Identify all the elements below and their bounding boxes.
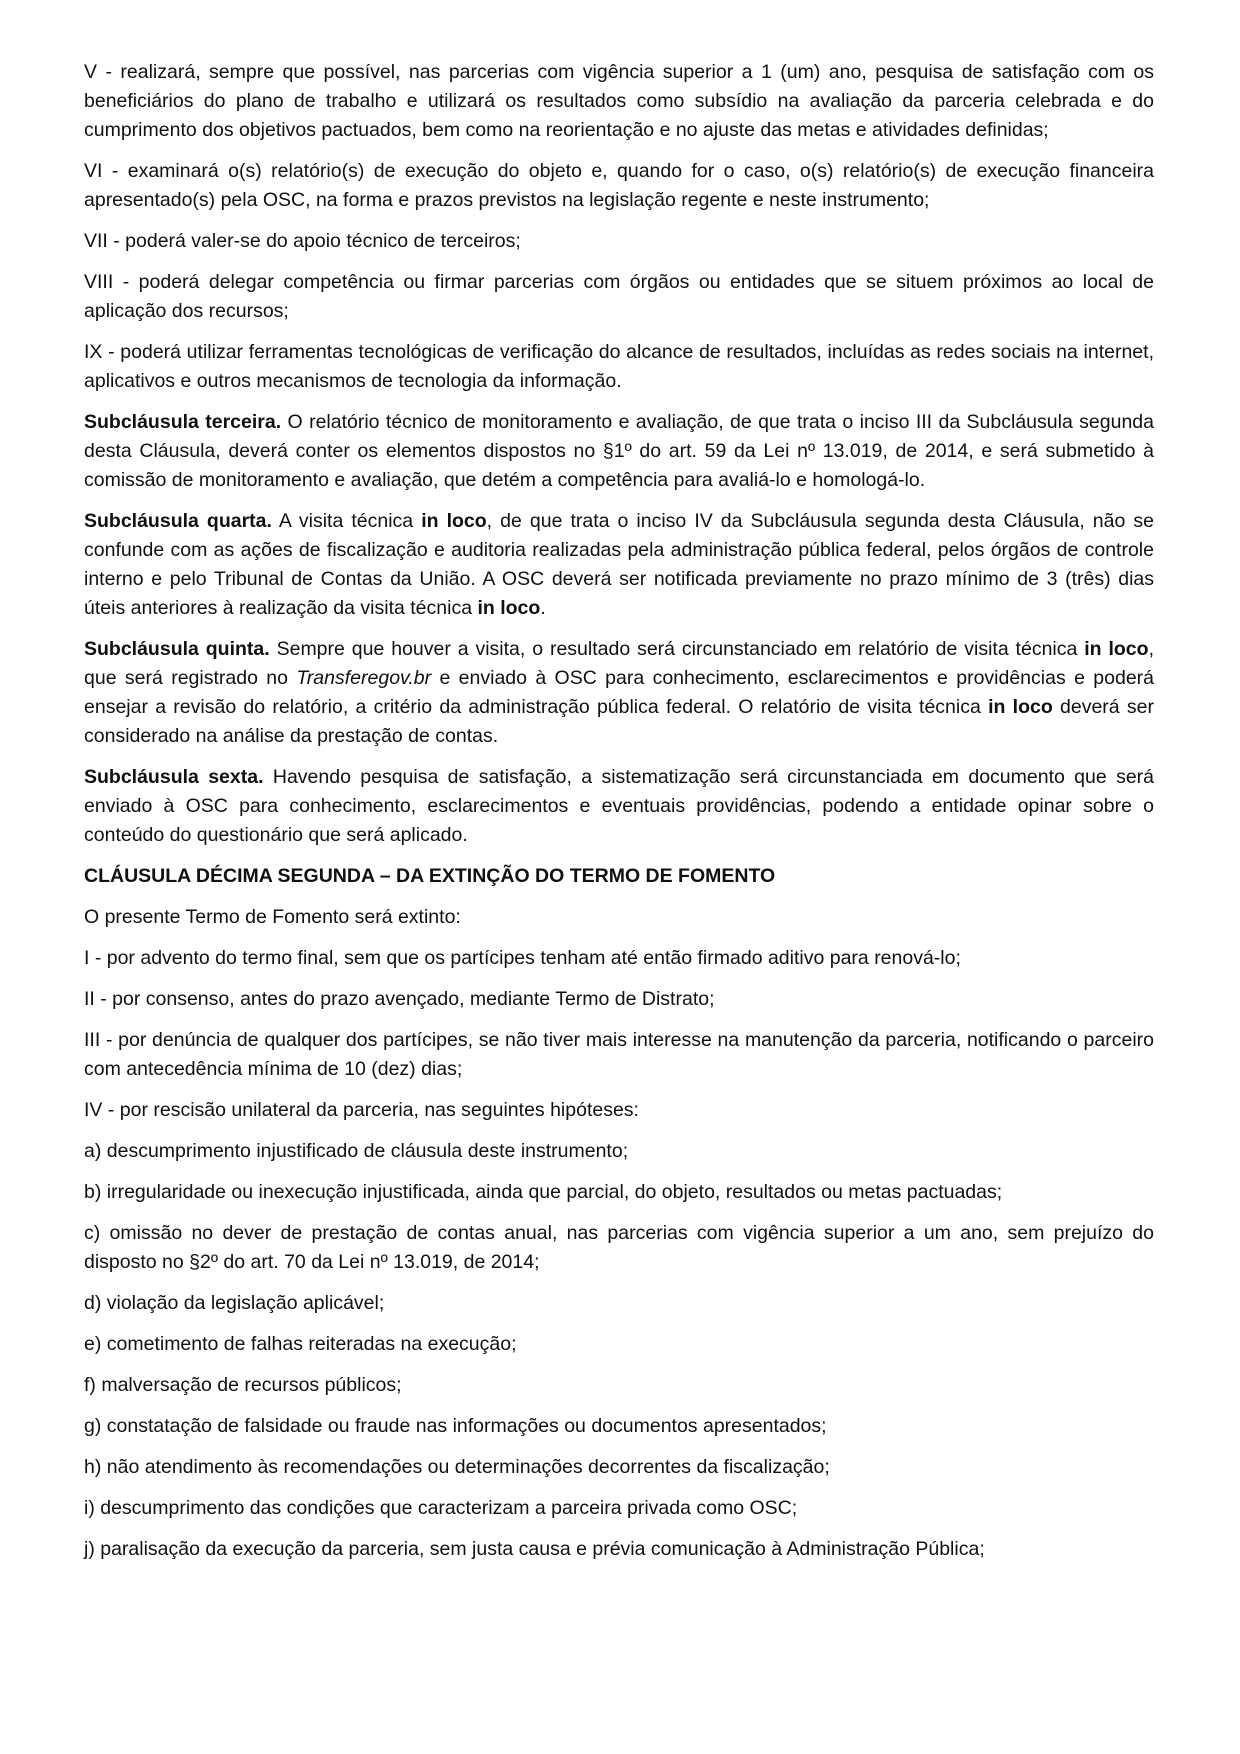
subclausula-quinta-label: Subcláusula quinta.: [84, 638, 270, 660]
list-item: e) cometimento de falhas reiteradas na execução;: [84, 1333, 517, 1355]
subclausula-quarta: [84, 507, 1154, 623]
list-item: f) malversação de recursos públicos;: [84, 1374, 402, 1396]
document-page: [84, 58, 1154, 1576]
list-item: IV - por rescisão unilateral da parceria, nas seguintes hipóteses:: [84, 1099, 639, 1121]
paragraph-inciso-v: V - realizará, sempre que possível, nas parcerias com vigência superior a 1 (um) ano, pesquisa de satisfação com os beneficiários do plano de trabalho e utilizará os resultados como subsídio na avaliação da parceria celebrada e do cumprimento dos objetivos pactuados, bem como na reorientação e no ajuste das metas e atividades definidas;: [84, 61, 1154, 141]
list-item: a) descumprimento injustificado de cláusula deste instrumento;: [84, 1140, 629, 1162]
subclausula-terceira-text: O relatório técnico de monitoramento e avaliação, de que trata o inciso III da Subcláusula segunda desta Cláusula, deverá conter os elementos dispostos no §1º do art. 59 da Lei nº 13.019, de 2014, e será submetido à comissão de monitoramento e avaliação, que detém a competência para avaliá-lo e homologá-lo.: [84, 411, 1154, 491]
list-item: j) paralisação da execução da parceria, sem justa causa e prévia comunicação à Administração Pública;: [84, 1538, 985, 1560]
subclausula-quinta: [84, 635, 1154, 751]
subclausula-sexta-text: Havendo pesquisa de satisfação, a sistematização será circunstanciada em documento que será enviado à OSC para conhecimento, esclarecimentos e eventuais providências, podendo a entidade opinar sobre o conteúdo do questionário que será aplicado.: [84, 766, 1155, 846]
in-loco-emphasis: in loco: [1084, 638, 1149, 660]
paragraph-inciso-vii: VII - poderá valer-se do apoio técnico de terceiros;: [84, 230, 521, 252]
subclausula-quarta-label: Subcláusula quarta.: [84, 510, 272, 532]
paragraph-inciso-vi: VI - examinará o(s) relatório(s) de execução do objeto e, quando for o caso, o(s) relatório(s) de execução financeira apresentado(s) pela OSC, na forma e prazos previstos na legislação regente e neste instrumento;: [84, 160, 1154, 211]
paragraph-inciso-ix: IX - poderá utilizar ferramentas tecnológicas de verificação do alcance de resultados, incluídas as redes sociais na internet, aplicativos e outros mecanismos de tecnologia da informação.: [84, 341, 1154, 392]
clause-intro: O presente Termo de Fomento será extinto:: [84, 906, 461, 928]
in-loco-emphasis: in loco: [477, 597, 541, 619]
list-item: III - por denúncia de qualquer dos partícipes, se não tiver mais interesse na manutenção da parceria, notificando o parceiro com antecedência mínima de 10 (dez) dias;: [84, 1029, 1154, 1080]
list-item: I - por advento do termo final, sem que os partícipes tenham até então firmado aditivo para renová-lo;: [84, 947, 961, 969]
subclausula-quinta-text-1: Sempre que houver a visita, o resultado será circunstanciado em relatório de visita técnica: [269, 638, 1085, 660]
subclausula-quarta-text-3: .: [540, 597, 546, 619]
subclausula-terceira: [84, 408, 1154, 495]
subclausula-quinta-text-2: , que será registrado no: [84, 638, 1154, 689]
list-item: i) descumprimento das condições que caracterizam a parceira privada como OSC;: [84, 1497, 798, 1519]
clause-heading: CLÁUSULA DÉCIMA SEGUNDA – DA EXTINÇÃO DO TERMO DE FOMENTO: [84, 865, 776, 887]
transferegov-italic: Transferegov.br: [296, 667, 432, 689]
list-item: c) omissão no dever de prestação de contas anual, nas parcerias com vigência superior a um ano, sem prejuízo do disposto no §2º do art. 70 da Lei nº 13.019, de 2014;: [84, 1222, 1154, 1273]
subclausula-quinta-text-4: deverá ser considerado na análise da prestação de contas.: [84, 696, 1154, 747]
list-item: h) não atendimento às recomendações ou determinações decorrentes da fiscalização;: [84, 1456, 830, 1478]
paragraph-inciso-viii: VIII - poderá delegar competência ou firmar parcerias com órgãos ou entidades que se situem próximos ao local de aplicação dos recursos;: [84, 271, 1154, 322]
subclausula-terceira-label: Subcláusula terceira.: [84, 411, 282, 433]
subclausula-sexta-label: Subcláusula sexta.: [84, 766, 264, 788]
list-item: g) constatação de falsidade ou fraude nas informações ou documentos apresentados;: [84, 1415, 827, 1437]
subclausula-quarta-text-2: , de que trata o inciso IV da Subcláusula segunda desta Cláusula, não se confunde com as ações de fiscalização e auditoria realizadas pela administração pública federal, pelos órgãos de controle interno e pelo Tribunal de Contas da União. A OSC deverá ser notificada previamente no prazo mínimo de 3 (três) dias úteis anteriores à realização da visita técnica: [84, 510, 1154, 619]
in-loco-emphasis: in loco: [421, 510, 487, 532]
subclausula-quarta-text-1: A visita técnica: [271, 510, 422, 532]
list-item: II - por consenso, antes do prazo avençado, mediante Termo de Distrato;: [84, 988, 715, 1010]
subclausula-quinta-text-3: e enviado à OSC para conhecimento, esclarecimentos e providências e poderá ensejar a revisão do relatório, a critério da administração pública federal. O relatório de visita técnica: [84, 667, 1154, 718]
in-loco-emphasis: in loco: [988, 696, 1053, 718]
subclausula-sexta: [84, 763, 1154, 850]
list-item: b) irregularidade ou inexecução injustificada, ainda que parcial, do objeto, resultados ou metas pactuadas;: [84, 1181, 1003, 1203]
list-item: d) violação da legislação aplicável;: [84, 1292, 385, 1314]
